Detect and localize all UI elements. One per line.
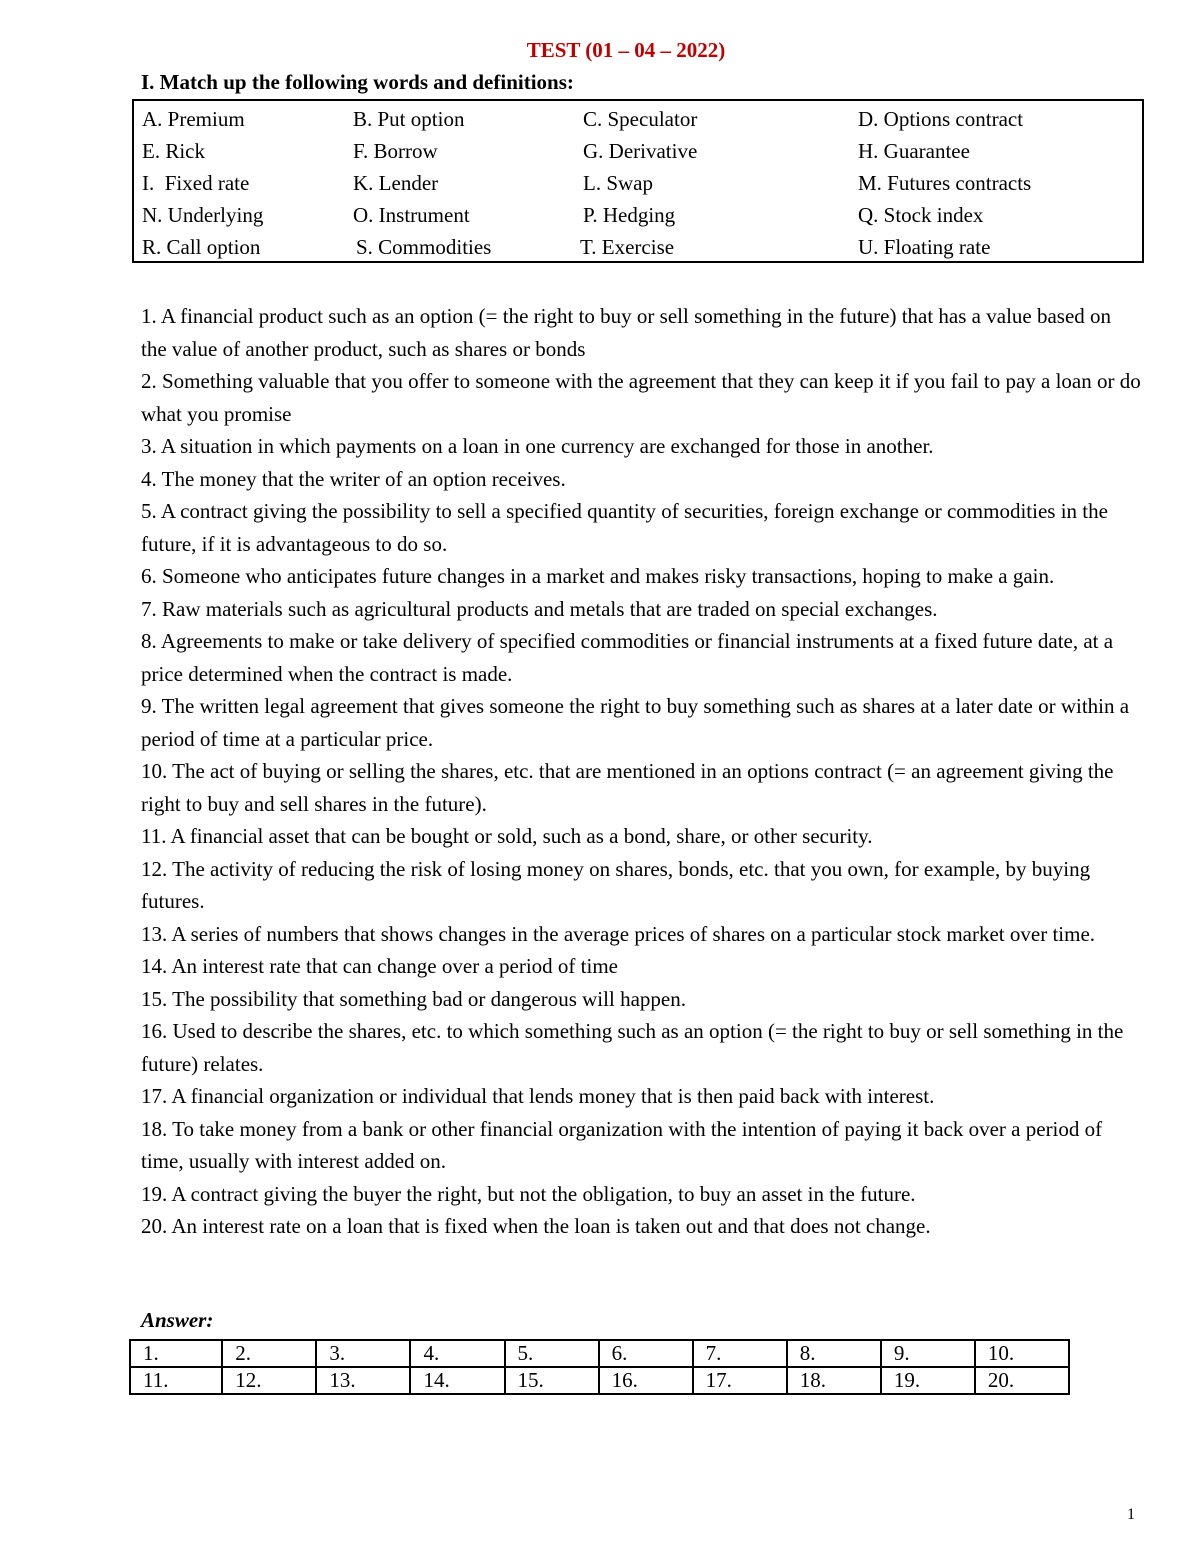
vocab-term: D. Options contract bbox=[858, 107, 1024, 131]
answer-row bbox=[130, 1340, 1069, 1367]
vocab-row bbox=[134, 135, 1142, 167]
answer-table bbox=[129, 1339, 1070, 1395]
answer-cell[interactable]: 9. bbox=[881, 1340, 975, 1367]
answer-cell[interactable]: 13. bbox=[316, 1367, 410, 1394]
question-item: 15. The possibility that something bad or dangerous will happen. bbox=[141, 986, 686, 1011]
answer-row bbox=[130, 1367, 1069, 1394]
answer-cell[interactable]: 11. bbox=[130, 1367, 222, 1394]
question-item: 3. A situation in which payments on a loan in one currency are exchanged for those in another. bbox=[141, 434, 934, 458]
question-item: 10. The act of buying or selling the shares, etc. that are mentioned in an options contract (= an agreement giving the right to buy and sell shares in the future). bbox=[141, 759, 1114, 816]
vocab-term: T. Exercise bbox=[580, 235, 675, 259]
question-item: 7. Raw materials such as agricultural products and metals that are traded on special exchanges. bbox=[141, 596, 938, 621]
answer-cell[interactable]: 3. bbox=[316, 1340, 410, 1367]
answer-cell[interactable]: 18. bbox=[787, 1367, 881, 1394]
vocab-row bbox=[134, 231, 1142, 263]
question-item: 2. Something valuable that you offer to someone with the agreement that they can keep it if you fail to pay a loan or do what you promise bbox=[141, 369, 1141, 426]
question-item: 12. The activity of reducing the risk of losing money on shares, bonds, etc. that you own, for example, by buying futures. bbox=[141, 856, 1091, 913]
answer-label: Answer: bbox=[141, 1308, 214, 1332]
vocab-term: O. Instrument bbox=[353, 203, 470, 227]
answer-cell[interactable]: 15. bbox=[505, 1367, 599, 1394]
question-item: 11. A financial asset that can be bought or sold, such as a bond, share, or other security. bbox=[141, 824, 873, 848]
answer-cell[interactable]: 12. bbox=[222, 1367, 316, 1394]
vocabulary-box bbox=[132, 99, 1144, 263]
answer-cell[interactable]: 2. bbox=[222, 1340, 316, 1367]
answer-cell[interactable]: 10. bbox=[975, 1340, 1069, 1367]
vocab-term: S. Commodities bbox=[356, 235, 492, 259]
vocab-row bbox=[134, 167, 1142, 199]
question-item: 1. A financial product such as an option (= the right to buy or sell something in the future) that has a value based on the value of another product, such as shares or bonds bbox=[141, 304, 1112, 361]
question-item: 19. A contract giving the buyer the right, but not the obligation, to buy an asset in the future. bbox=[141, 1181, 916, 1206]
page-title: TEST (01 – 04 – 2022) bbox=[526, 38, 726, 62]
answer-cell[interactable]: 1. bbox=[130, 1340, 222, 1367]
vocab-term: G. Derivative bbox=[583, 139, 698, 163]
vocab-term: F. Borrow bbox=[353, 139, 438, 163]
question-item: 5. A contract giving the possibility to sell a specified quantity of securities, foreign exchange or commodities in the future, if it is advantageous to do so. bbox=[141, 499, 1108, 556]
question-item: 17. A financial organization or individual that lends money that is then paid back with interest. bbox=[141, 1084, 935, 1108]
question-item: 16. Used to describe the shares, etc. to which something such as an option (= the right to buy or sell something in the future) relates. bbox=[141, 1019, 1124, 1076]
answer-cell[interactable]: 4. bbox=[410, 1340, 504, 1367]
vocab-term: L. Swap bbox=[583, 171, 653, 195]
vocab-term: E. Rick bbox=[142, 139, 205, 163]
answer-cell[interactable]: 14. bbox=[410, 1367, 504, 1394]
question-item: 4. The money that the writer of an option receives. bbox=[141, 466, 566, 491]
question-item: 6. Someone who anticipates future changes in a market and makes risky transactions, hoping to make a gain. bbox=[141, 564, 1055, 588]
section-heading: I. Match up the following words and definitions: bbox=[141, 70, 574, 94]
vocab-term: M. Futures contracts bbox=[858, 171, 1032, 195]
answer-cell[interactable]: 5. bbox=[505, 1340, 599, 1367]
question-item: 9. The written legal agreement that gives someone the right to buy something such as shares at a later date or within a period of time at a particular price. bbox=[141, 694, 1130, 751]
vocab-term: K. Lender bbox=[353, 171, 439, 195]
vocab-term: N. Underlying bbox=[142, 203, 264, 227]
question-item: 14. An interest rate that can change over a period of time bbox=[141, 954, 618, 978]
vocab-term: R. Call option bbox=[142, 235, 261, 259]
vocab-term: A. Premium bbox=[142, 107, 245, 131]
question-item: 8. Agreements to make or take delivery of specified commodities or financial instruments at a fixed future date, at a price determined when the contract is made. bbox=[141, 629, 1114, 686]
answer-cell[interactable]: 17. bbox=[693, 1367, 787, 1394]
vocab-term: B. Put option bbox=[353, 107, 465, 131]
answer-cell[interactable]: 6. bbox=[599, 1340, 693, 1367]
question-item: 13. A series of numbers that shows changes in the average prices of shares on a particular stock market over time. bbox=[141, 921, 1096, 946]
vocab-term: P. Hedging bbox=[583, 203, 676, 227]
vocab-row bbox=[134, 103, 1142, 135]
vocab-term: H. Guarantee bbox=[858, 139, 970, 163]
question-list bbox=[141, 300, 1141, 1243]
answer-cell[interactable]: 16. bbox=[599, 1367, 693, 1394]
answer-cell[interactable]: 7. bbox=[693, 1340, 787, 1367]
vocab-term: Q. Stock index bbox=[858, 203, 984, 227]
answer-cell[interactable]: 19. bbox=[881, 1367, 975, 1394]
answer-cell[interactable]: 8. bbox=[787, 1340, 881, 1367]
vocab-row bbox=[134, 199, 1142, 231]
answer-cell[interactable]: 20. bbox=[975, 1367, 1069, 1394]
vocab-term: I. Fixed rate bbox=[142, 171, 250, 195]
question-item: 18. To take money from a bank or other financial organization with the intention of paying it back over a period of time, usually with interest added on. bbox=[141, 1116, 1103, 1173]
page-number: 1 bbox=[1127, 1506, 1135, 1523]
vocab-term: U. Floating rate bbox=[858, 235, 991, 259]
question-item: 20. An interest rate on a loan that is fixed when the loan is taken out and that does not change. bbox=[141, 1214, 931, 1238]
vocab-term: C. Speculator bbox=[583, 107, 698, 131]
